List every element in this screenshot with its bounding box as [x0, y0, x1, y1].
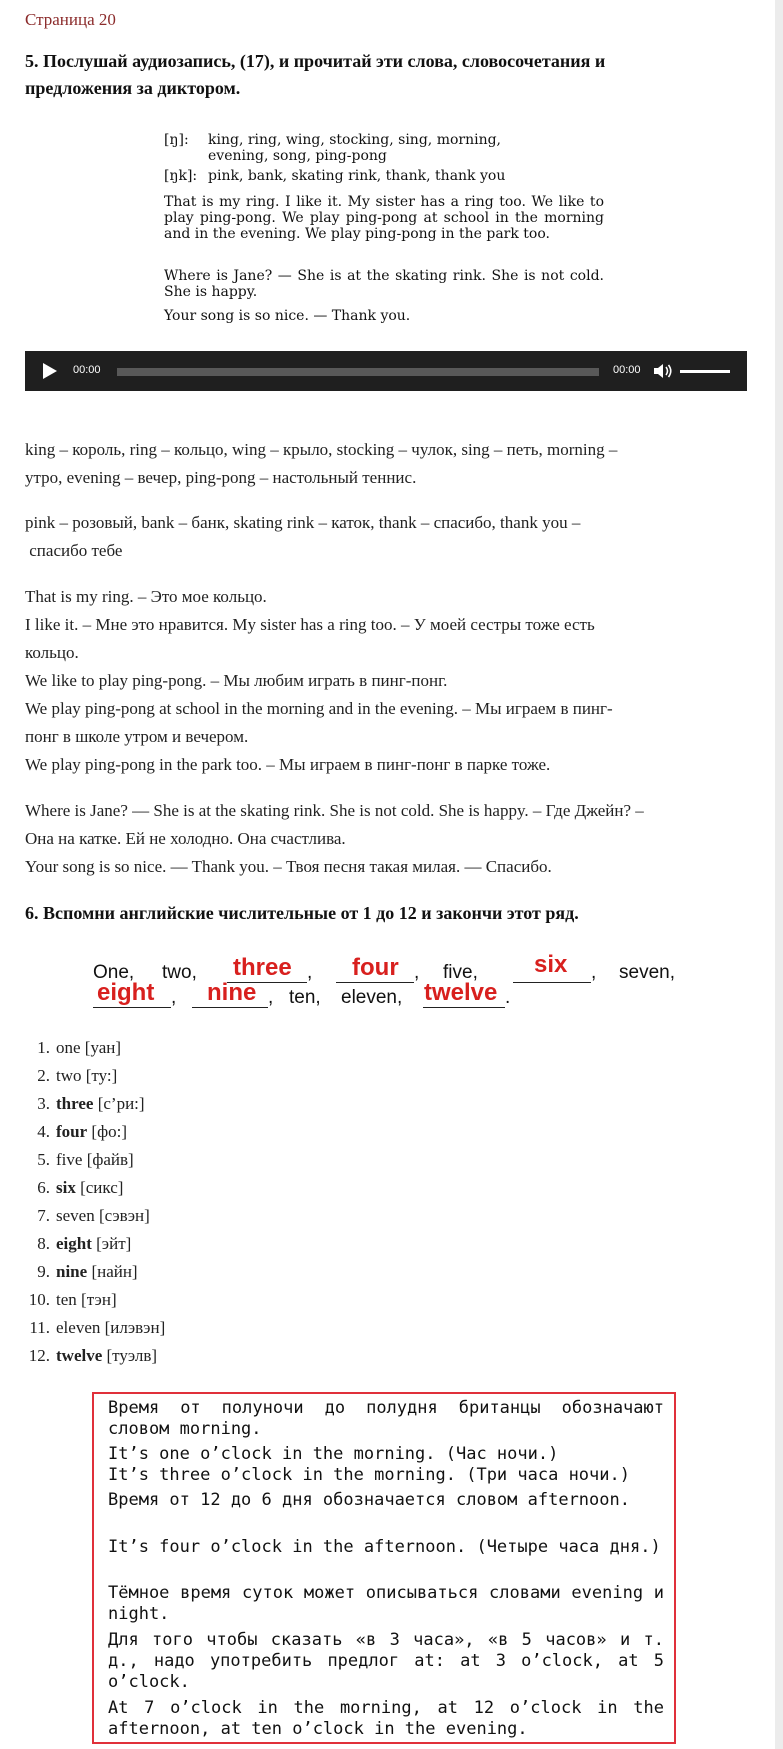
translation-ng-line1: king – король, ring – кольцо, wing – крыло, stocking – чулок, sing – петь, morning –: [25, 440, 618, 459]
duration: 00:00: [613, 364, 641, 376]
number-index: 2.: [37, 1066, 50, 1085]
ng-symbol: [ŋ]:: [164, 132, 189, 148]
book-paragraph-1: That is my ring. I like it. My sister has a ring too. We like to play ping-pong. We play ping-pong at school in the morning and in the evening. We play ping-pong in the park too.: [164, 194, 604, 242]
number-item: [0, 1258, 165, 1286]
ng-words-line1: king, ring, wing, stocking, sing, morning,: [208, 132, 502, 148]
audio-progress-track[interactable]: [117, 368, 599, 376]
task5-heading-line2: предложения за диктором.: [25, 78, 241, 98]
number-pronunciation: [сикс]: [80, 1178, 124, 1197]
number-word: eight: [56, 1234, 92, 1253]
number-item: [0, 1314, 165, 1342]
number-word: eleven: [56, 1318, 101, 1337]
current-time: 00:00: [73, 364, 101, 376]
word-eleven: eleven,: [341, 987, 403, 1008]
answer-nine: nine: [207, 979, 257, 1006]
comma-2: ,: [414, 962, 420, 983]
word-five: five,: [443, 962, 478, 983]
ng-words-line2: evening, song, ping-pong: [208, 148, 387, 164]
word-two: two,: [162, 962, 197, 983]
answer-eight: eight: [97, 979, 155, 1006]
number-pronunciation: [туэлв]: [106, 1346, 158, 1365]
rule-p7: At 7 o’clock in the morning, at 12 o’clock in the afternoon, at ten o’clock in the evening.: [108, 1698, 664, 1739]
translations: [25, 436, 745, 492]
word-seven: seven,: [619, 962, 675, 983]
translation-nk-line2: спасибо тебе: [25, 541, 123, 560]
number-item: [0, 1230, 165, 1258]
answer-twelve: twelve: [424, 979, 498, 1006]
number-index: 3.: [37, 1094, 50, 1113]
rule-p4: It’s four o’clock in the afternoon. (Четыре часа дня.): [108, 1537, 661, 1557]
volume-slider[interactable]: [680, 370, 730, 373]
rule-p1-text: Время от полуночи до полудня британцы обозначают словом morning.: [108, 1398, 664, 1439]
number-item: [0, 1090, 165, 1118]
comma-4: ,: [171, 987, 177, 1008]
task5-heading-line1: 5. Послушай аудиозапись, (17), и прочитай эти слова, словосочетания и: [25, 51, 606, 71]
number-word: six: [56, 1178, 76, 1197]
comma-1: ,: [307, 962, 313, 983]
number-item: [0, 1118, 165, 1146]
number-pronunciation: [илэвэн]: [104, 1318, 166, 1337]
audio-player: [25, 351, 747, 391]
number-pronunciation: [эйт]: [96, 1234, 132, 1253]
numbers-list: [0, 1034, 165, 1370]
sentence-3: кольцо.: [25, 643, 79, 662]
number-word: nine: [56, 1262, 88, 1281]
number-pronunciation: [ту:]: [85, 1066, 118, 1085]
sentence-6: понг в школе утром и вечером.: [25, 727, 249, 746]
page-label: Страница 20: [25, 10, 116, 29]
textbook-excerpt: [164, 132, 614, 332]
nk-words: pink, bank, skating rink, thank, thank you: [208, 168, 506, 184]
number-word: two: [56, 1066, 82, 1085]
translations-nk: [25, 509, 745, 565]
number-index: 5.: [37, 1150, 50, 1169]
number-pronunciation: [уан]: [84, 1038, 122, 1057]
answer-four: four: [352, 954, 399, 981]
blank-twelve: [423, 1007, 505, 1008]
number-item: [0, 1146, 165, 1174]
play-icon[interactable]: [43, 363, 57, 379]
number-index: 4.: [37, 1122, 50, 1141]
rule-p1: [108, 1398, 664, 1440]
rule-p5: Тёмное время суток может описываться словами evening и night.: [108, 1583, 664, 1624]
sentence-2: I like it. – Мне это нравится. My sister has a ring too. – У моей сестры тоже есть: [25, 615, 595, 634]
number-word: one: [56, 1038, 81, 1057]
translation-nk-line1: pink – розовый, bank – банк, skating rink – каток, thank – спасибо, thank you –: [25, 513, 581, 532]
number-index: 11.: [29, 1318, 50, 1337]
number-item: [0, 1202, 165, 1230]
volume-icon[interactable]: [653, 362, 675, 380]
answer-six: six: [534, 951, 568, 978]
word-ten: ten,: [289, 987, 321, 1008]
task6-heading: 6. Вспомни английские числительные от 1 до 12 и закончи этот ряд.: [25, 903, 579, 923]
number-pronunciation: [найн]: [91, 1262, 138, 1281]
rule-p3: Время от 12 до 6 дня обозначается словом afternoon.: [108, 1490, 630, 1510]
answer-three: three: [233, 954, 292, 981]
number-item: [0, 1174, 165, 1202]
number-word: twelve: [56, 1346, 103, 1365]
number-index: 7.: [37, 1206, 50, 1225]
sentence-4: We like to play ping-pong. – Мы любим играть в пинг-понг.: [25, 671, 448, 690]
period: .: [505, 987, 511, 1008]
number-index: 12.: [28, 1346, 50, 1365]
blank-six: [513, 982, 591, 983]
number-index: 10.: [28, 1290, 50, 1309]
translation-ng-line2: утро, evening – вечер, ping-pong – настольный теннис.: [25, 468, 417, 487]
comma-5: ,: [268, 987, 274, 1008]
sentence-8: Where is Jane? — She is at the skating rink. She is not cold. She is happy. – Где Джейн? –: [25, 801, 644, 820]
blank-nine: [192, 1007, 268, 1008]
sentence-9: Она на катке. Ей не холодно. Она счастлива.: [25, 829, 346, 848]
blank-eight: [93, 1007, 171, 1008]
number-word: four: [56, 1122, 88, 1141]
number-index: 9.: [37, 1262, 50, 1281]
number-pronunciation: [фо:]: [91, 1122, 127, 1141]
number-index: 6.: [37, 1178, 50, 1197]
book-paragraph-2: Where is Jane? — She is at the skating rink. She is not cold. She is happy.: [164, 268, 604, 300]
number-pronunciation: [сэвэн]: [98, 1206, 150, 1225]
number-item: [0, 1342, 165, 1370]
number-item: [0, 1286, 165, 1314]
sentence-10: Your song is so nice. — Thank you. – Твоя песня такая милая. — Спасибо.: [25, 857, 552, 876]
word-one: One,: [93, 962, 135, 983]
number-index: 1.: [37, 1038, 50, 1057]
rule-p2b: It’s three o’clock in the morning. (Три часа ночи.): [108, 1465, 630, 1485]
comma-3: ,: [591, 962, 597, 983]
blank-four: [336, 982, 414, 983]
sentence-5: We play ping-pong at school in the morning and in the evening. – Мы играем в пинг-: [25, 699, 613, 718]
sentence-translations: [25, 583, 745, 779]
number-pronunciation: [с’ри:]: [97, 1094, 145, 1113]
number-pronunciation: [тэн]: [81, 1290, 117, 1309]
number-item: [0, 1062, 165, 1090]
rule-p2a: It’s one o’clock in the morning. (Час ночи.): [108, 1444, 559, 1464]
number-item: [0, 1034, 165, 1062]
grammar-rule-box: [92, 1392, 676, 1744]
number-pronunciation: [файв]: [86, 1150, 134, 1169]
sentence-7: We play ping-pong in the park too. – Мы играем в пинг-понг в парке тоже.: [25, 755, 551, 774]
book-paragraph-3: Your song is so nice. — Thank you.: [164, 308, 411, 324]
rule-p6: Для того чтобы сказать «в 3 часа», «в 5 часов» и т. д., надо употребить предлог at: at 3 o’clock, at 5 o’clock.: [108, 1630, 664, 1692]
sentence-1: That is my ring. – Это мое кольцо.: [25, 587, 267, 606]
number-word: three: [56, 1094, 94, 1113]
page-scrollbar[interactable]: [775, 0, 783, 1749]
sentence-translations-2: [25, 797, 745, 881]
nk-symbol: [ŋk]:: [164, 168, 198, 184]
number-word: ten: [56, 1290, 77, 1309]
number-word: seven: [56, 1206, 95, 1225]
number-word: five: [56, 1150, 83, 1169]
number-index: 8.: [37, 1234, 50, 1253]
